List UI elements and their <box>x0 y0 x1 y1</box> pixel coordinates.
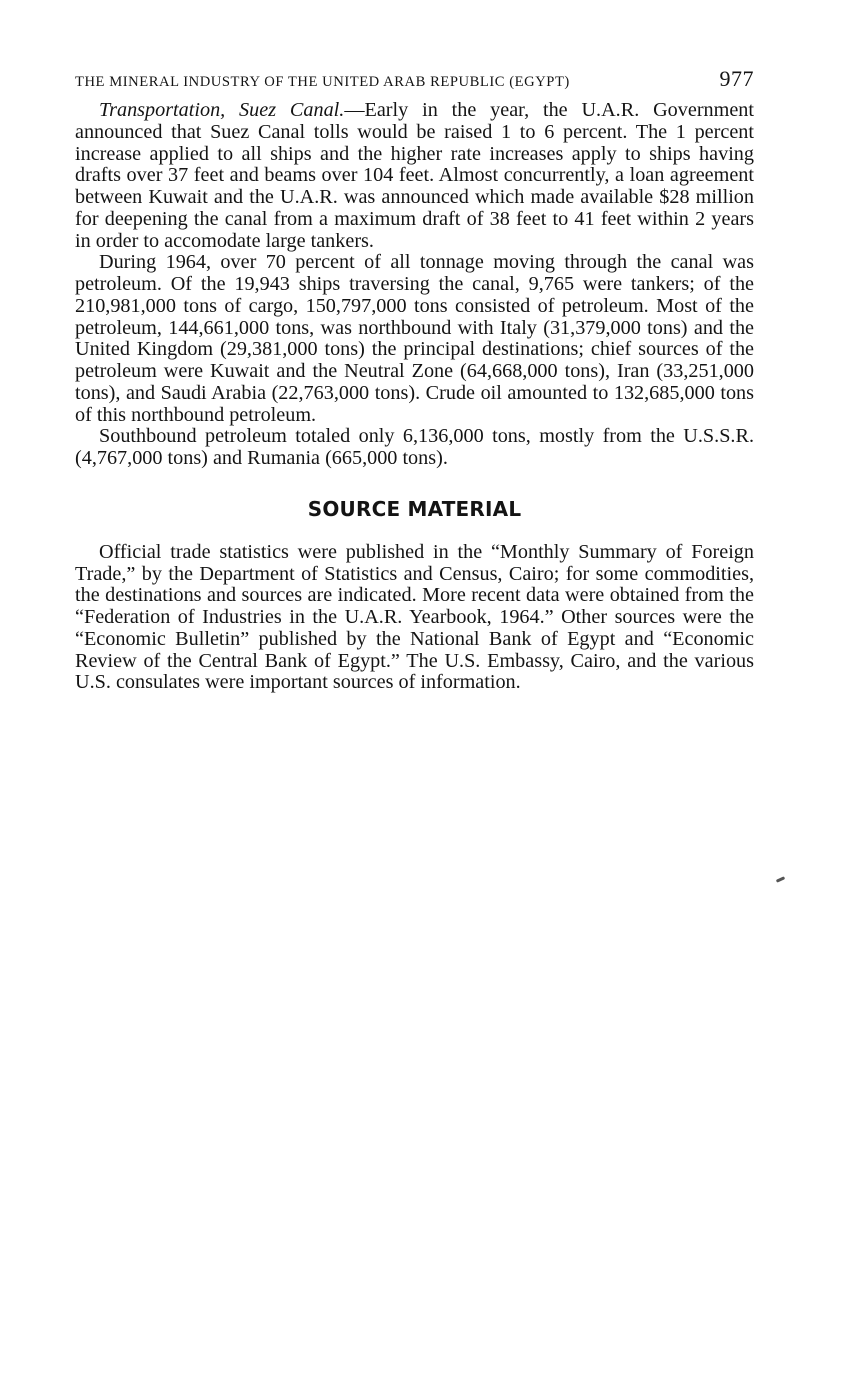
page-number: 977 <box>719 66 754 91</box>
paragraph-suez-tolls <box>75 100 754 252</box>
transportation-section <box>75 100 754 470</box>
paragraph-source-material: Official trade statistics were published in the “Monthly Summary of Foreign Trade,” by the Department of Statistics and Census, Cairo; for some commodities, the destinations and sources are indicated. More recent data were obtained from the “Federation of Industries in the U.A.R. Yearbook, 1964.” Other sources were the “Economic Bulletin” published by the National Bank of Egypt and “Economic Review of the Central Bank of Egypt.” The U.S. Embassy, Cairo, and the various U.S. consulates were important sources of information. <box>75 540 754 694</box>
running-title: THE MINERAL INDUSTRY OF THE UNITED ARAB REPUBLIC (EGYPT) <box>75 74 570 90</box>
run-in-heading: Transportation, Suez Canal. <box>99 99 345 121</box>
running-header <box>75 66 754 100</box>
paragraph-southbound-petroleum: Southbound petroleum totaled only 6,136,000 tons, mostly from the U.S.S.R. (4,767,000 tons) and Rumania (665,000 tons). <box>75 425 754 469</box>
source-material-section <box>75 542 754 694</box>
paragraph-canal-tonnage: During 1964, over 70 percent of all tonnage moving through the canal was petroleum. Of the 19,943 ships traversing the canal, 9,765 were tankers; of the 210,981,000 tons of cargo, 150,797,000 tons consisted of petroleum. Most of the petroleum, 144,661,000 tons, was northbound with Italy (31,379,000 tons) and the United Kingdom (29,381,000 tons) the principal destinations; chief sources of the petroleum were Kuwait and the Neutral Zone (64,668,000 tons), Iran (33,251,000 tons), and Saudi Arabia (22,763,000 tons). Crude oil amounted to 132,685,000 tons of this northbound petroleum. <box>75 251 754 426</box>
page-content <box>75 66 754 694</box>
scan-speck <box>776 876 785 883</box>
paragraph-text: —Early in the year, the U.A.R. Government announced that Suez Canal tolls would be raised 1 to 6 percent. The 1 percent increase applied to all ships and the higher rate increases apply to ships having drafts over 37 feet and beams over 104 feet. Almost concurrently, a loan agreement between Kuwait and the U.A.R. was announced which made available $28 million for deepening the canal from a maximum draft of 38 feet to 41 feet within 2 years in order to accomodate large tankers. <box>75 99 755 252</box>
section-heading: SOURCE MATERIAL <box>307 496 522 521</box>
